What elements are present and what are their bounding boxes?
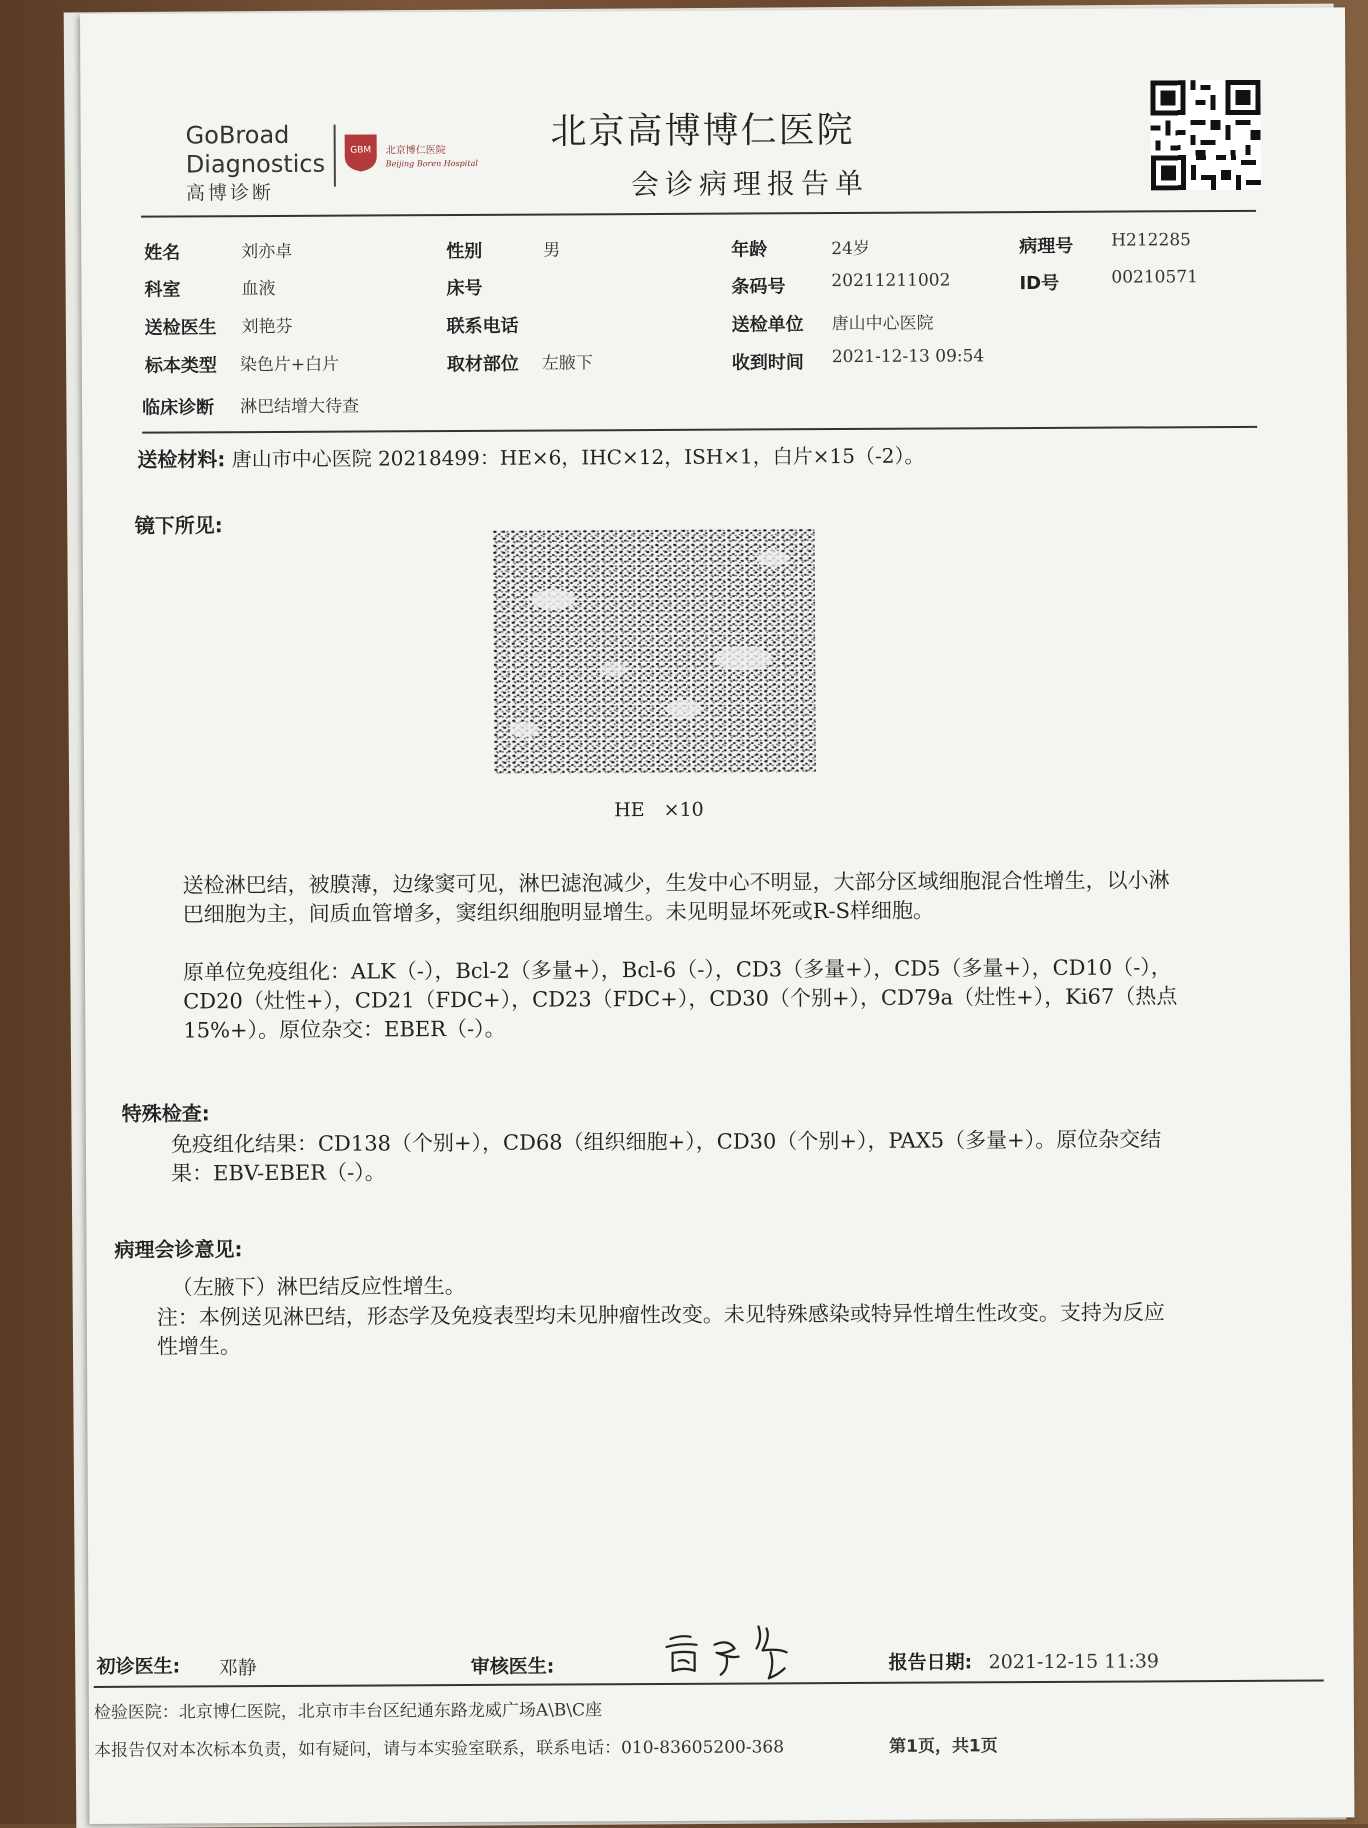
dept-label: 科室 — [144, 279, 181, 301]
micrograph-image — [493, 528, 816, 774]
opinion-title: 病理会诊意见: — [114, 1237, 243, 1262]
svg-text:GBM: GBM — [350, 145, 372, 156]
info-rule — [142, 426, 1257, 434]
material-line — [137, 440, 924, 473]
micro-title: 镜下所见: — [134, 513, 223, 538]
name-label: 姓名 — [144, 242, 181, 264]
site-value: 左腋下 — [541, 353, 593, 374]
material-text: 唐山市中心医院 20218499：HE×6，IHC×12，ISH×1，白片×15（-2）。 — [231, 443, 925, 472]
age-value: 24岁 — [831, 238, 870, 260]
special-title: 特殊检查: — [121, 1101, 210, 1126]
report-page — [80, 7, 1354, 1824]
received-value: 2021-12-13 09:54 — [831, 346, 985, 368]
initial-doctor-value: 邓静 — [218, 1657, 257, 1680]
bed-label: 床号 — [446, 277, 483, 300]
qr-code-icon — [1150, 80, 1261, 191]
clinical-label: 临床诊断 — [142, 397, 215, 419]
doctor-value: 刘艳芬 — [241, 316, 293, 338]
dept-value: 血液 — [241, 278, 276, 300]
logo-divider — [334, 125, 336, 187]
barcode-value: 20211211002 — [831, 270, 951, 292]
hospital-emblem-icon — [343, 132, 379, 172]
specimen-value: 染色片+白片 — [239, 354, 340, 376]
opinion-diagnosis: （左腋下）淋巴结反应性增生。 — [171, 1273, 466, 1300]
footer-disclaimer: 本报告仅对本次标本负责，如有疑问，请与本实验室联系，联系电话：010-83605200-368 — [94, 1737, 785, 1761]
clinical-value: 淋巴结增大待查 — [240, 396, 360, 418]
page-number: 第1页，共1页 — [889, 1736, 998, 1757]
pathology-no-label: 病理号 — [1019, 235, 1074, 258]
special-text: 免疫组化结果：CD138（个别+），CD68（组织细胞+），CD30（个别+），PAX5（多量+）。原位杂交结果：EBV-EBER（-）。 — [170, 1127, 1162, 1186]
received-label: 收到时间 — [731, 352, 804, 374]
unit-label: 送检单位 — [731, 314, 804, 336]
review-doctor-label: 审核医生: — [470, 1655, 555, 1678]
name-value: 刘亦卓 — [241, 241, 293, 263]
sex-label: 性别 — [446, 240, 483, 263]
report-title: 会诊病理报告单 — [630, 166, 869, 202]
phone-label: 联系电话 — [446, 315, 519, 338]
doctor-label: 送检医生 — [144, 317, 217, 339]
original-ihc: 原单位免疫组化：ALK（-），Bcl-2（多量+），Bcl-6（-），CD3（多量+），CD5（多量+），CD10（-），CD20（灶性+），CD21（FDC+），CD23（FDC+），CD30（个别+），CD79a（灶性+），Ki67（热点15%+）。原位杂交：EBER（-）。 — [182, 955, 1178, 1043]
hospital-name: 北京高博博仁医院 — [550, 109, 855, 153]
gobroad-logo: GoBroad Diagnostics 高博诊断 — [185, 120, 326, 205]
footer-hospital-address: 检验医院：北京博仁医院，北京市丰台区纪通东路龙威广场A\B\C座 — [93, 1700, 603, 1723]
initial-doctor-label: 初诊医生: — [96, 1655, 181, 1678]
id-value: 00210571 — [1111, 267, 1198, 288]
pathology-no-value: H212285 — [1111, 230, 1191, 251]
site-label: 取材部位 — [446, 353, 519, 376]
header-rule — [141, 210, 1256, 218]
id-label: ID号 — [1019, 272, 1060, 295]
barcode-label: 条码号 — [731, 276, 786, 298]
micro-description: 送检淋巴结，被膜薄，边缘窦可见，淋巴滤泡减少，生发中心不明显，大部分区域细胞混合性增生，以小淋巴细胞为主，间质血管增多，窦组织细胞明显增生。未见明显坏死或R-S样细胞。 — [182, 868, 1170, 927]
material-label: 送检材料: — [137, 447, 226, 472]
specimen-label: 标本类型 — [144, 355, 217, 377]
opinion-note: 注：本例送见淋巴结，形态学及免疫表型均未见肿瘤性改变。未见特殊感染或特异性增生性改变。支持为反应性增生。 — [156, 1300, 1165, 1359]
report-date-value: 2021-12-15 11:39 — [988, 1650, 1160, 1674]
sex-value: 男 — [543, 240, 561, 261]
report-date-label: 报告日期: — [888, 1651, 973, 1674]
hospital-logo-text: 北京博仁医院 Beijing Boren Hospital — [385, 145, 478, 169]
review-signature — [658, 1608, 818, 1689]
unit-value: 唐山中心医院 — [831, 313, 934, 335]
age-label: 年龄 — [731, 239, 768, 261]
micrograph-caption: HE ×10 — [614, 798, 704, 822]
